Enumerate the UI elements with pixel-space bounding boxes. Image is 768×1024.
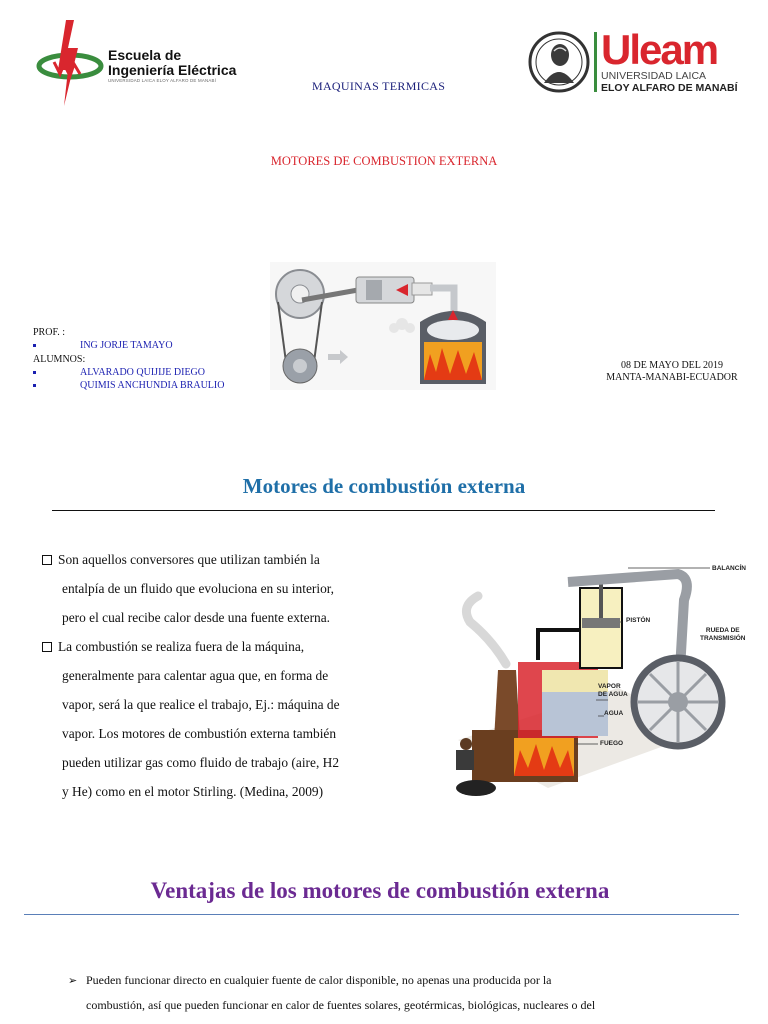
date-text: 08 DE MAYO DEL 2019 [620, 360, 724, 371]
bullet-paragraph [42, 545, 402, 632]
bullet-line: pueden utilizar gas como fluido de trabajo (aire, H2 [62, 755, 340, 770]
label-fuego: FUEGO [600, 740, 624, 747]
checkbox-bullet-icon [42, 555, 52, 565]
school-logo [34, 18, 104, 108]
label-agua: AGUA [604, 710, 624, 717]
topic-title: MOTORES DE COMBUSTION EXTERNA [270, 154, 498, 168]
section1-title: Motores de combustión externa [242, 474, 526, 498]
label-balancin: BALANCÍN [712, 565, 746, 572]
checkbox-bullet-icon [42, 642, 52, 652]
student-item [33, 366, 205, 379]
professor-name: ING JORJE TAMAYO [80, 340, 173, 351]
list-item: ➢ Pueden funcionar directo en cualquier fuente de calor disponible, no apenas una producida por la [68, 968, 758, 993]
bullet-line: generalmente para calentar agua que, en forma de [62, 668, 329, 683]
advantages-list [68, 968, 758, 1018]
bullet-line: entalpía de un fluido que evoluciona en su interior, [62, 581, 335, 596]
list-item-continuation: combustión, así que pueden funcionar en calor de fuentes solares, geotérmicas, biológicas, nucleares o del [86, 998, 596, 1012]
prof-label: PROF. : [33, 327, 65, 338]
university-wordmark: Uleam [601, 26, 718, 73]
university-seal [528, 31, 590, 93]
school-name-line1: Escuela de [108, 47, 182, 63]
logo-divider [594, 32, 597, 92]
portrait-seal-icon [528, 31, 590, 93]
students-label: ALUMNOS: [33, 354, 86, 365]
arrow-bullet-icon: ➢ [68, 974, 78, 987]
bullet-marker [33, 384, 36, 387]
bullet-paragraph [42, 632, 402, 806]
section2-title: Ventajas de los motores de combustión externa [150, 878, 610, 903]
university-line1: UNIVERSIDAD LAICA [601, 70, 707, 82]
student-name: QUIMIS ANCHUNDIA BRAULIO [80, 380, 225, 391]
bullet-line: y He) como en el motor Stirling. (Medina, 2009) [62, 784, 324, 799]
professor-item [33, 339, 173, 352]
steam-engine-illustration [408, 560, 753, 805]
section2-heading [0, 878, 760, 904]
university-line2: ELOY ALFARO DE MANABÍ [601, 82, 738, 94]
bullet-line: pero el cual recibe calor desde una fuente externa. [62, 610, 331, 625]
bullet-line: La combustión se realiza fuera de la máquina, [42, 632, 402, 661]
student-name: ALVARADO QUIJIJE DIEGO [80, 367, 205, 378]
section2-rule [24, 914, 739, 915]
course-title: MAQUINAS TERMICAS [312, 79, 446, 93]
label-vapor: VAPOR DE AGUA [598, 683, 628, 698]
bullet-marker [33, 371, 36, 374]
school-subtitle: UNIVERSIDAD LAICA ELOY ALFARO DE MANABÍ [108, 78, 217, 83]
location-text: MANTA-MANABI-ECUADOR [606, 372, 738, 383]
bullet-marker [33, 344, 36, 347]
section1-heading [0, 474, 768, 499]
label-piston: PISTÓN [626, 617, 651, 624]
section1-body [42, 545, 402, 806]
section1-rule [52, 510, 715, 511]
student-item [33, 379, 224, 392]
bullet-line: vapor. Los motores de combustión externa también [62, 726, 337, 741]
bullet-line: vapor, será la que realice el trabajo, Ej.: máquina de [62, 697, 340, 712]
bullet-line: Son aquellos conversores que utilizan también la [42, 545, 402, 574]
steam-engine-diagram [270, 262, 496, 390]
school-name-line2: Ingeniería Eléctrica [108, 62, 237, 78]
label-rueda: RUEDA DE TRANSMISIÓN [700, 627, 746, 642]
lightning-ellipse-icon [34, 18, 104, 108]
